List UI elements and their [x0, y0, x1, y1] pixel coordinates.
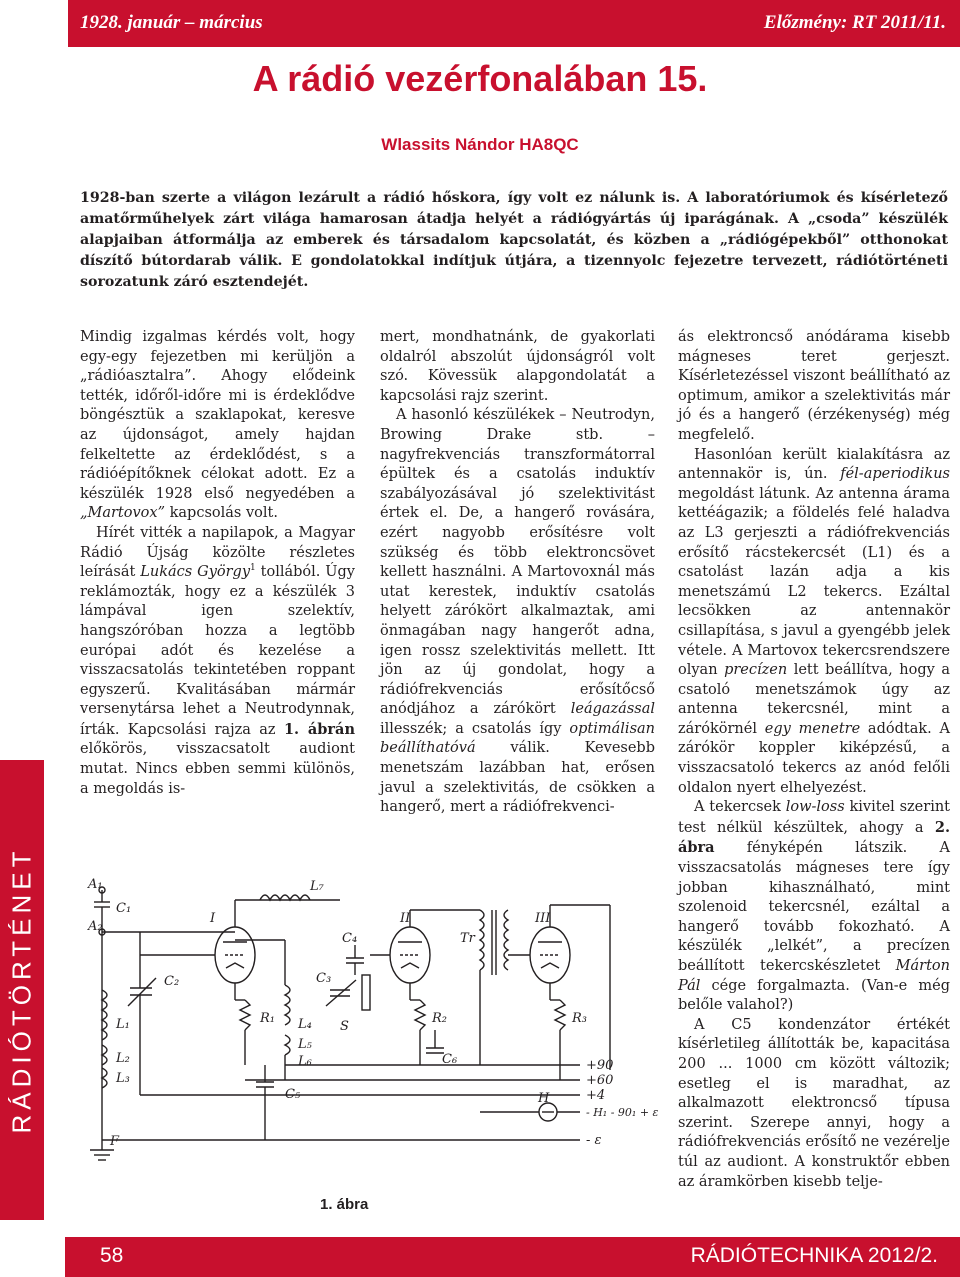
label-c6: C₆	[442, 1052, 458, 1067]
label-supply-4: +4	[586, 1088, 606, 1103]
label-c4: C₄	[342, 931, 358, 946]
label-l2: L₂	[116, 1051, 130, 1066]
article-author: Wlassits Nándor HA8QC	[381, 135, 579, 154]
label-tube-1: I	[210, 911, 216, 926]
article-lead	[80, 188, 948, 293]
lead-paragraph: 1928-ban szerte a világon lezárult a rádió hőskora, így volt ez nálunk is. A laboratóriumok és kísérletező amatőrműhelyek zárt világa hamarosan átadja helyét a rádiógyártás új iparágának. A „csoda” készülék alapjaiban átformálja az emberek és társadalom kapcsolatát, és közben a „rádiógépekből” otthonokat díszítő bútordarab válik. E gondolatokkal indítjuk útjára, a tizennyolc fejezetre tervezett, rádiótörténeti sorozatunk záró esztendejét.	[80, 190, 948, 290]
figure-caption: 1. ábra	[320, 1196, 369, 1213]
text-column-2	[380, 328, 655, 818]
label-c1: C₁	[116, 901, 132, 916]
label-headphones: H	[538, 1091, 550, 1106]
section-label: RÁDIÓTÖRTÉNET	[6, 846, 37, 1134]
text-column-3	[678, 328, 950, 1192]
label-supply-60: +60	[586, 1073, 614, 1088]
label-supply-90: +90	[586, 1058, 614, 1073]
label-a1: A₁	[88, 877, 103, 892]
paragraph: A C5 kondenzátor értékét kísérletileg állították be, kapacitása 200 ... 1000 cm között változik; esetleg el is maradhat, az alkalmazott elektroncső típusa szerint. Szerepe annyi, hogy a rádiófrekvenciás erősítő ne vezérelje túl az audiont. A konstruktőr ebben az áramkörben kisebb telje-	[678, 1016, 950, 1190]
label-supply-minus: - ε	[586, 1133, 602, 1148]
label-tube-3: III	[535, 911, 551, 926]
label-l7: L₇	[310, 879, 324, 894]
paragraph: Hírét vitték a napilapok, a Magyar Rádió Újság közölte részletes leírását Lukács György$^1$ tollából. Úgy reklámozták, hogy ez a készülék 3 lámpával igen szelektív, hangszóróban hozza a legtöbb európai adót és kezelése a visszacsatolás tekintetében roppant egyszerű. Kvalitásában mármár versenytársa lehet a Neutrodynnak, írták. Kapcsolási rajza az 1. ábrán előkörös, visszacsatolt audiont mutat. Nincs ebben semmi különös, a megoldás is-	[80, 524, 355, 797]
label-l4: L₄	[298, 1017, 312, 1032]
page-number: 58	[100, 1244, 124, 1267]
label-tube-2: II	[400, 911, 411, 926]
header-previous-part: Előzmény: RT 2011/11.	[763, 12, 946, 33]
label-r3: R₃	[572, 1011, 587, 1026]
paragraph: mert, mondhatnánk, de gyakorlati oldalról abszolút újdonságról volt szó. Kövessük alapgondolatát a kapcsolási rajz szerint.	[380, 329, 655, 404]
label-r2: R₂	[432, 1011, 447, 1026]
label-c3: C₃	[316, 971, 332, 986]
header-date-range: 1928. január – március	[80, 12, 263, 33]
label-f: F	[110, 1134, 120, 1149]
paragraph: Hasonlóan került kialakításra az antennakör is, ún. fél-aperiodikus megoldást látunk. Az antenna árama kettéágazik; a földelés felé haladva az L3 gerjeszti a rádiófrekvenciás erősítő rácstekercsét (L1) és a csatolást lazán adja a kis menetszámú L2 tekercs. Ezáltal lecsökken az antennakör csillapítása, s javul a gyengébb jelek vétele. A Martovox tekercsrendszere olyan precízen lett beállítva, hogy a csatoló menetszámok úgy az antenna tekercsnél, mint a zárókörnél egy menetre adódtak. A zárókör koppler kiképzésű, a visszacsatoló tekercs az anód felőli oldalon nyert elhelyezést.	[678, 446, 950, 796]
article-title: A rádió vezérfonalában 15.	[252, 58, 708, 99]
label-c2: C₂	[164, 974, 180, 989]
label-r1: R₁	[260, 1011, 275, 1026]
paragraph: ás elektroncső anódárama kisebb mágneses teret gerjeszt. Kísérletezéssel viszont beállítható az optimum, amikor a szelektivitás már jó és a hangerő (érzékenység) még megfelelő.	[678, 329, 950, 443]
label-a2: A₂	[88, 919, 103, 934]
paragraph: A tekercsek low-loss kivitel szerint test nélkül készültek, ahogy a 2. ábra fényképén látszik. A visszacsatolás mágneses tere így jobban kihasználható, mint szolenoid tekercsnél, ezáltal a hangerő tovább fokozható. A készülék „lelkét”, a precízen beállított tekercskészletet Márton Pál cége forgalmazta. (Van-e még belőle valahol?)	[678, 799, 950, 1014]
paragraph: Mindig izgalmas kérdés volt, hogy egy-egy fejezetben mi kerüljön a „rádióasztalra”. Ahogy elődeink tették, időről-időre mi is érdeklődve böngésztük a szaklapokat, keresve az újdonságot, amely hajdan felkeltette az érdeklődést, s a rádióépítőknek célokat adott. Ez a készülék 1928 első negyedében a „Martovox” kapcsolás volt.	[80, 329, 355, 522]
magazine-issue: RÁDIÓTECHNIKA 2012/2.	[690, 1244, 938, 1267]
label-l6: L₆	[298, 1054, 312, 1069]
circuit-schematic	[80, 850, 660, 1180]
paragraph: A hasonló készülékek – Neutrodyn, Browing Drake stb. – nagyfrekvenciás transzformátorral épültek és a csatolás induktív szabályozásával jó szelektivitást értek el. De, a hangerő rovására, ezért nagyobb erősítésre volt szükség és több elektroncsövet kellett használni. A Martovoxnál más utat kerestek, induktív csatolás helyett zárókört alkalmaztak, ami önmagában nagy hangerőt adna, igen rossz szelektivitás mellett. Itt jön az új gondolat, hogy a rádiófrekvenciás erősítőcső anódjához a zárókört leágazással illesszék; a csatolás így optimálisan beállíthatóvá válik. Kevesebb menetszám lazábban hat, erősen javul a szelektivitás, de csökken a hangerő, mert a rádiófrekvenci-	[380, 407, 655, 816]
label-l3: L₃	[116, 1071, 130, 1086]
text-column-1	[80, 328, 355, 799]
label-supply-h: - H₁ - 90₁ + ε	[586, 1106, 659, 1119]
label-l1: L₁	[116, 1017, 130, 1032]
label-transformer: Tr	[460, 931, 475, 946]
label-l5: L₅	[298, 1037, 312, 1052]
label-c5: C₅	[285, 1087, 301, 1102]
label-s: S	[340, 1019, 349, 1034]
